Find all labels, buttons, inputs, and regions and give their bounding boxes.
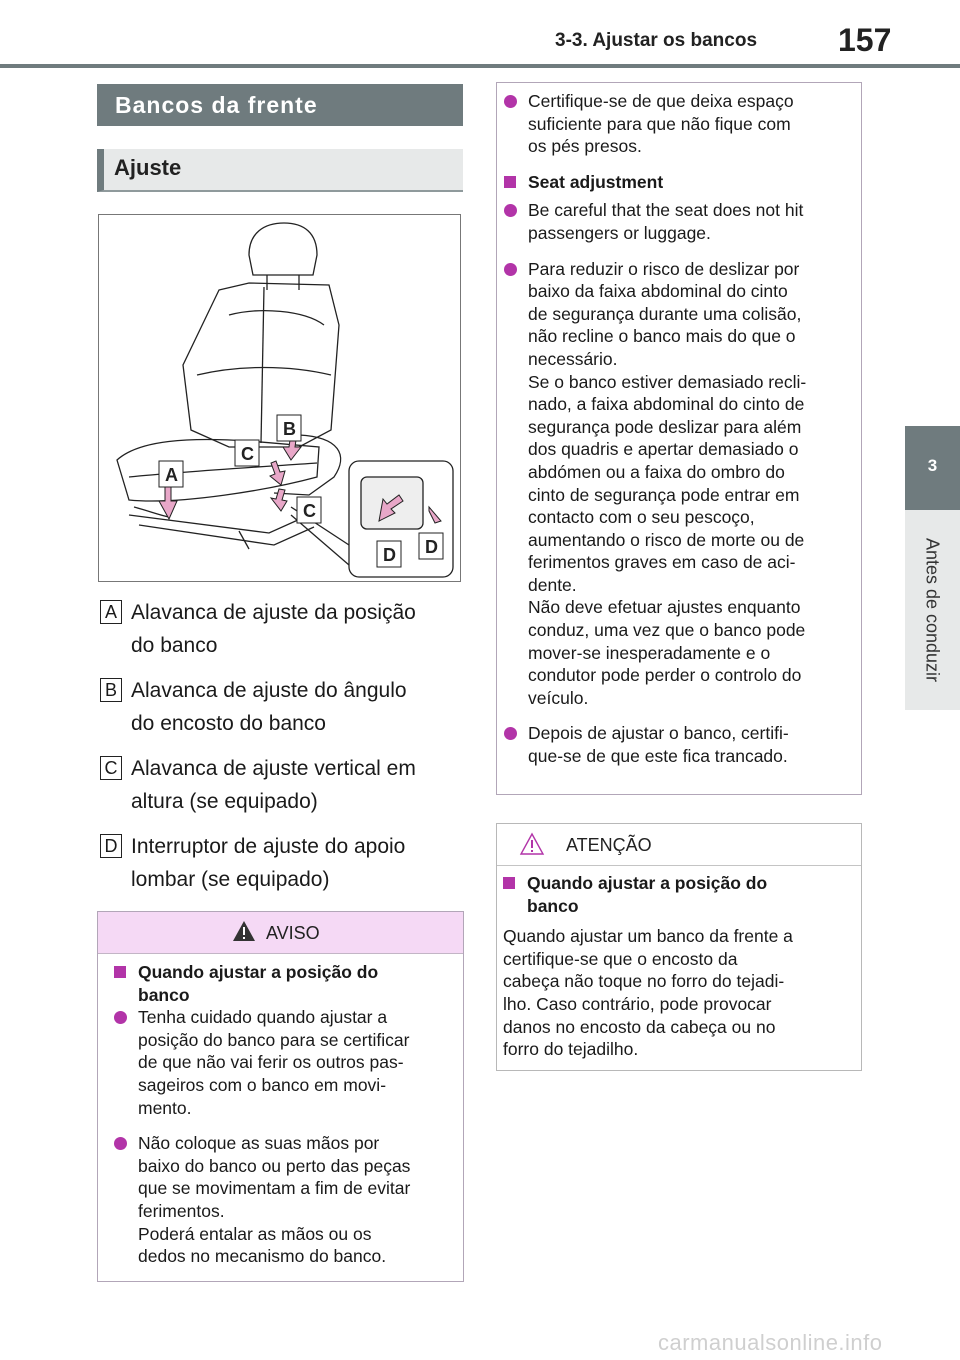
warning-title: AVISO (266, 923, 320, 943)
warning-bullet-1-text: Tenha cuidado quando ajustar a posição do banco para se certificar de que não vai ferir os outros pas- sageiros com o banco em movi- mento. (138, 1007, 410, 1118)
round-bullet-icon (114, 1011, 127, 1024)
warning-content (114, 961, 459, 1268)
legend-badge-b: B (100, 678, 122, 702)
legend-badge-a: A (100, 600, 122, 624)
round-bullet-icon (504, 204, 517, 217)
legend-text-a: Alavanca de ajuste da posição do banco (131, 601, 416, 657)
figure-label-b: B (283, 419, 296, 439)
square-bullet-icon (503, 877, 515, 889)
legend-text-b: Alavanca de ajuste do ângulo do encosto do banco (131, 679, 407, 735)
legend-badge-c: C (100, 756, 122, 780)
attention-body: Quando ajustar um banco da frente a certifique-se que o encosto da cabeça não toque no forro do tejadi- lho. Caso contrário, pode provocar danos no encosto da cabeça ou no forro do tejadilho. (503, 926, 793, 1060)
attention-title: ATENÇÃO (566, 835, 652, 855)
chapter-title: Antes de conduzir (922, 537, 943, 683)
subsection-heading: Ajuste (97, 149, 463, 192)
continued-bullet-2-text: Para reduzir o risco de deslizar por baixo da faixa abdominal do cinto de segurança durante uma colisão, não recline o banco mais do que o necessário. Se o banco estiver demasiado recli- nado, a faixa abdominal do cinto de segurança pode deslizar para além dos quadris e apertar demasiado o abdómen ou a faixa do ombro do cinto de segurança pode entrar em contacto com o seu pescoço, aumentando o risco de morte ou de ferimentos graves em caso de aci- dente. Não deve efetuar ajustes enquanto conduz, uma vez que o banco pode mover-se inesperadamente e o condutor pode perder o controlo do veículo. (528, 258, 807, 708)
warning-continued-content (504, 90, 856, 768)
warning-bullet-2 (114, 1132, 459, 1268)
seat-adjustment-heading-item (504, 171, 856, 194)
square-bullet-icon (114, 966, 126, 978)
warning-triangle-icon (232, 920, 256, 942)
round-bullet-icon (504, 727, 517, 740)
figure-label-d-left: D (383, 545, 396, 565)
header-rule (0, 64, 960, 68)
section-title: 3-3. Ajustar os bancos (555, 30, 758, 51)
legend-badge-d: D (100, 834, 122, 858)
continued-bullet-3 (504, 722, 856, 767)
warning-bullet-1 (114, 1006, 459, 1119)
figure-label-c-lower: C (303, 501, 316, 521)
figure-label-c-upper: C (241, 444, 254, 464)
attention-box-header (497, 824, 861, 866)
seat-drawing (99, 215, 460, 581)
round-bullet-icon (504, 95, 517, 108)
seat-illustration (98, 214, 461, 582)
warning-heading-item (114, 961, 459, 1006)
page-number: 157 (838, 22, 892, 58)
continued-bullet-2 (504, 258, 856, 710)
continued-bullet-1-text: Be careful that the seat does not hit passengers or luggage. (528, 200, 804, 243)
caution-triangle-icon (519, 832, 545, 856)
continued-bullet-3-text: Depois de ajustar o banco, certifi- que-se de que este fica trancado. (528, 723, 789, 767)
figure-label-a: A (165, 465, 178, 485)
chapter-number: 3 (927, 456, 938, 475)
warning-bullet-2-text: Não coloque as suas mãos por baixo do banco ou perto das peças que se movimentam a fim de evitar ferimentos. Poderá entalar as mãos ou os dedos no mecanismo do banco. (138, 1133, 411, 1267)
section-heading: Bancos da frente (97, 84, 463, 126)
footer-watermark: carmanualsonline.info (658, 1330, 883, 1355)
legend-text-c: Alavanca de ajuste vertical em altura (se equipado) (131, 757, 416, 813)
attention-heading-item (503, 872, 855, 917)
seat-adjustment-heading: Seat adjustment (528, 171, 664, 192)
warning-box-header (98, 912, 463, 954)
continued-bullet-top (504, 90, 856, 158)
legend-text-d: Interruptor de ajuste do apoio lombar (se equipado) (131, 835, 406, 891)
square-bullet-icon (504, 176, 516, 188)
figure-label-d-right: D (425, 537, 438, 557)
round-bullet-icon (504, 263, 517, 276)
warning-heading: Quando ajustar a posição do banco (138, 962, 379, 1005)
round-bullet-icon (114, 1137, 127, 1150)
attention-heading: Quando ajustar a posição do banco (527, 873, 768, 916)
attention-content (503, 872, 855, 1061)
continued-bullet-top-text: Certifique-se de que deixa espaço suficiente para que não fique com os pés presos. (528, 91, 794, 157)
continued-bullet-1 (504, 199, 856, 244)
